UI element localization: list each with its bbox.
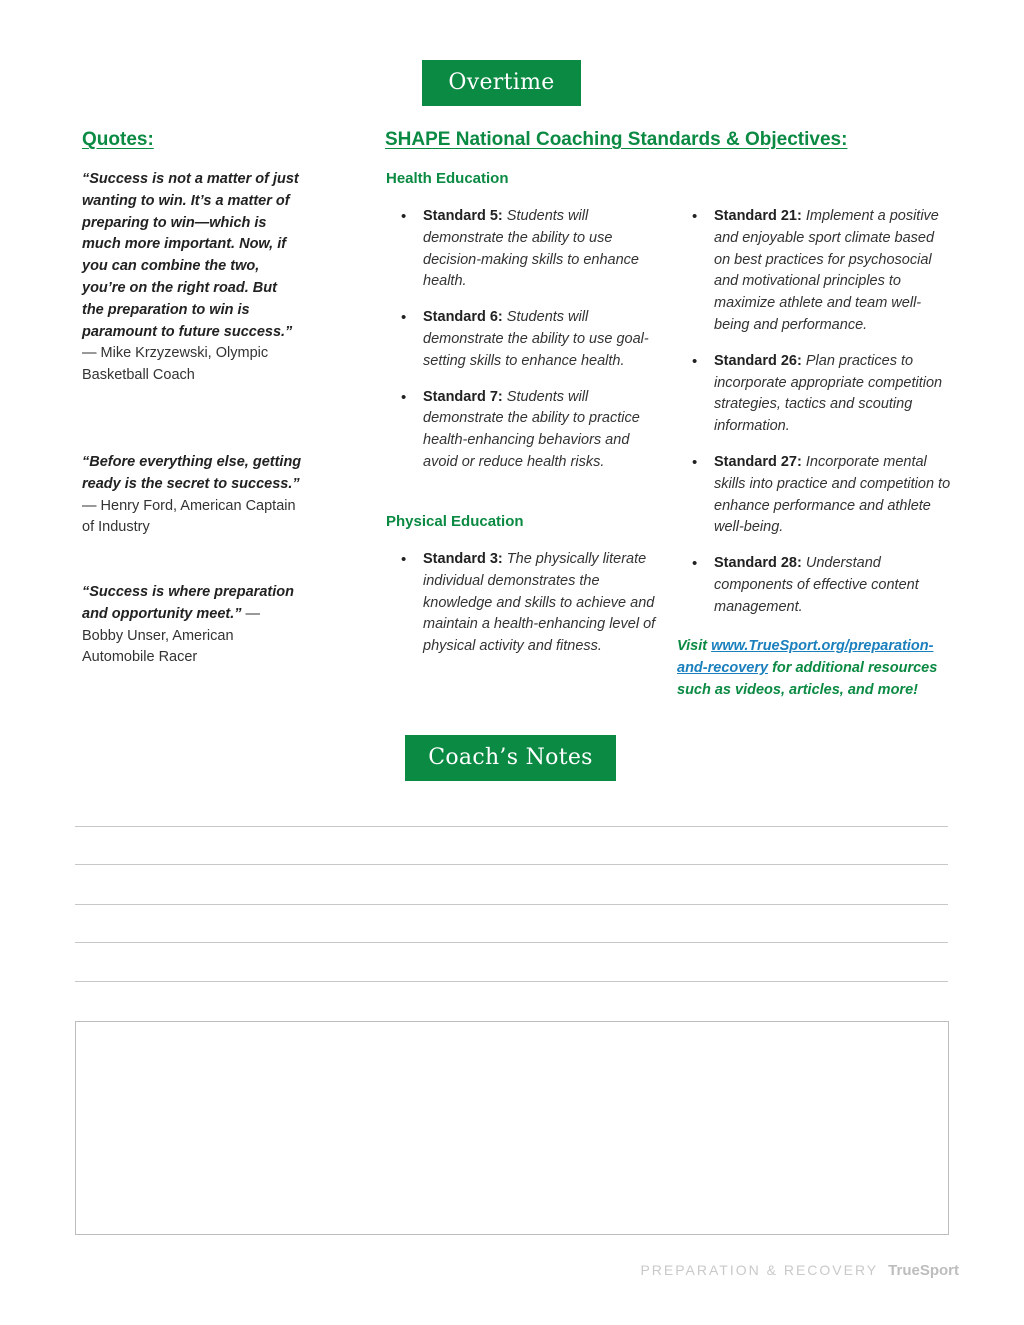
truesport-link[interactable]: www.TrueSport.org/preparation-and-recovery xyxy=(677,638,934,676)
quote-attribution: — Mike Krzyzewski, Olympic Basketball Coach xyxy=(82,345,269,384)
health-education-list xyxy=(401,206,659,488)
standard-description: Plan practices to incorporate appropriate competition strategies, tactics and scouting information. xyxy=(714,352,943,435)
note-line xyxy=(75,864,948,865)
note-line xyxy=(75,826,948,827)
footer-brand-logo: TrueSport xyxy=(888,1262,959,1279)
physical-education-subheading: Physical Education xyxy=(386,513,524,530)
health-education-subheading: Health Education xyxy=(386,170,509,187)
coach-notes-banner: Coach’s Notes xyxy=(405,735,616,781)
standard-name: Standard 7: xyxy=(423,388,503,405)
standard-name: Standard 21: xyxy=(714,208,802,224)
standard-description: Implement a positive and enjoyable sport climate based on best practices for psychosocial and motivational principles to maximize athlete and team well-being and performance. xyxy=(714,208,939,333)
physical-education-list xyxy=(401,549,659,672)
quote-ford xyxy=(82,452,302,539)
quote-attribution: — Henry Ford, American Captain of Industry xyxy=(82,497,296,536)
quotes-heading xyxy=(82,129,154,151)
standard-name: Standard 26: xyxy=(714,352,802,369)
quotes-heading-text: Quotes xyxy=(82,129,148,150)
quote-text: “Success is where preparation and opportunity meet.” xyxy=(82,584,294,622)
list-item xyxy=(401,387,659,474)
visit-resources xyxy=(677,636,957,701)
standard-description: Incorporate mental skills into practice and competition to enhance performance and athlete well-being. xyxy=(714,453,951,536)
standard-name: Standard 27: xyxy=(714,453,802,470)
visit-prefix: Visit xyxy=(677,638,712,654)
list-item xyxy=(401,549,659,658)
list-item xyxy=(692,351,954,438)
standard-description: Students will demonstrate the ability to use decision-making skills to enhance health. xyxy=(423,208,639,290)
quote-text: “Success is not a matter of just wanting to win. It’s a matter of preparing to win—which is much more important. Now, if you can combine the two, you’re on the right road. But the preparation to win is paramount to future success.” xyxy=(82,171,299,340)
list-item xyxy=(401,206,659,293)
quote-attribution: — Bobby Unser, American Automobile Racer xyxy=(82,605,261,666)
notes-box xyxy=(75,1021,949,1235)
list-item xyxy=(401,307,659,372)
standard-name: Standard 3: xyxy=(423,551,503,567)
standard-name: Standard 6: xyxy=(423,309,503,326)
standards-heading: SHAPE National Coaching Standards & Objectives: xyxy=(385,129,848,150)
note-line xyxy=(75,942,948,943)
footer xyxy=(640,1262,959,1279)
standard-description: Students will demonstrate the ability to practice health-enhancing behaviors and avoid or reduce health risks. xyxy=(423,388,640,470)
note-line xyxy=(75,904,948,905)
list-item xyxy=(692,206,954,337)
quote-unser xyxy=(82,582,302,669)
overtime-banner: Overtime xyxy=(422,60,581,106)
note-line xyxy=(75,981,948,982)
visit-suffix: for additional resources such as videos, articles, and more! xyxy=(677,659,938,698)
quote-text: “Before everything else, getting ready is the secret to success.” xyxy=(82,454,302,492)
standard-description: The physically literate individual demonstrates the knowledge and skills to achieve and maintain a health-enhancing level of physical activity and fitness. xyxy=(423,551,656,655)
standard-description: Understand components of effective content management. xyxy=(714,555,919,615)
coaching-standards-list xyxy=(692,206,954,633)
quote-krzyzewski xyxy=(82,169,302,387)
quotes-heading-colon: : xyxy=(147,129,154,150)
standard-name: Standard 5: xyxy=(423,208,503,224)
list-item xyxy=(692,452,954,539)
standard-name: Standard 28: xyxy=(714,555,802,572)
list-item xyxy=(692,553,954,618)
footer-section-title: PREPARATION & RECOVERY xyxy=(640,1262,879,1278)
standard-description: Students will demonstrate the ability to use goal-setting skills to enhance health. xyxy=(423,309,649,369)
